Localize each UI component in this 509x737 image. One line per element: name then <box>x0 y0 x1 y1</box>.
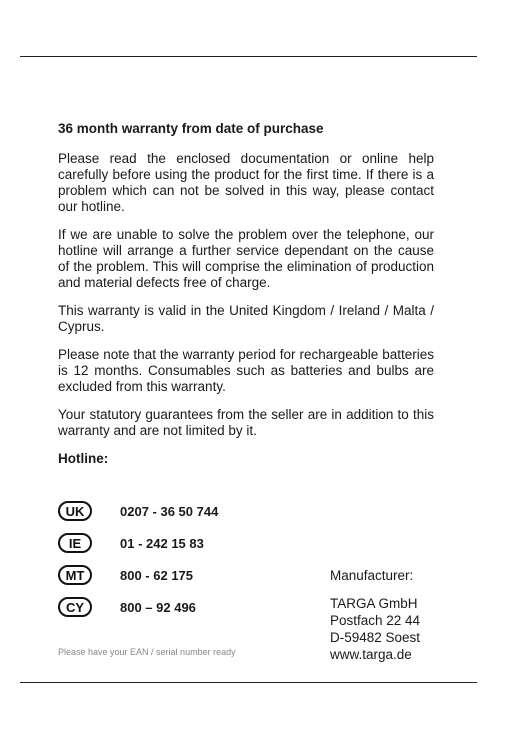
warranty-text <box>58 121 434 467</box>
hotline-row-ie <box>58 532 204 554</box>
top-rule <box>20 56 477 57</box>
paragraph-validity: This warranty is valid in the United Kingdom / Ireland / Malta / Cyprus. <box>58 303 434 334</box>
manufacturer-company: TARGA GmbH <box>330 596 418 611</box>
phone-number-ie: 01 - 242 15 83 <box>120 535 204 551</box>
phone-number-cy: 800 – 92 496 <box>120 599 196 615</box>
bottom-rule <box>20 682 477 683</box>
hotline-row-uk <box>58 500 219 522</box>
country-badge-uk: UK <box>58 501 92 521</box>
phone-number-mt: 800 - 62 175 <box>120 567 194 583</box>
manufacturer-label: Manufacturer: <box>330 568 414 583</box>
hotline-label: Hotline: <box>58 451 109 466</box>
manufacturer-city: D-59482 Soest <box>330 630 421 645</box>
hotline-row-cy <box>58 596 196 618</box>
manufacturer-postbox: Postfach 22 44 <box>330 613 421 628</box>
hotline-row-mt <box>58 564 194 586</box>
serial-number-note: Please have your EAN / serial number ready <box>58 647 236 657</box>
paragraph-batteries: Please note that the warranty period for rechargeable batteries is 12 months. Consumables such as batteries and bulbs are excluded from this warranty. <box>58 347 434 394</box>
warranty-heading: 36 month warranty from date of purchase <box>58 121 324 136</box>
manufacturer-block <box>330 567 420 663</box>
paragraph-documentation: Please read the enclosed documentation or online help carefully before using the product for the first time. If there is a problem which can not be solved in this way, please contact our hotline. <box>58 151 434 214</box>
country-badge-cy: CY <box>58 597 92 617</box>
country-badge-ie: IE <box>58 533 92 553</box>
paragraph-service: If we are unable to solve the problem over the telephone, our hotline will arrange a further service dependant on the cause of the problem. This will comprise the elimination of production and material defects free of charge. <box>58 227 434 290</box>
paragraph-statutory: Your statutory guarantees from the seller are in addition to this warranty and are not limited by it. <box>58 407 434 438</box>
country-badge-mt: MT <box>58 565 92 585</box>
manufacturer-website[interactable]: www.targa.de <box>330 647 412 662</box>
phone-number-uk: 0207 - 36 50 744 <box>120 503 219 519</box>
